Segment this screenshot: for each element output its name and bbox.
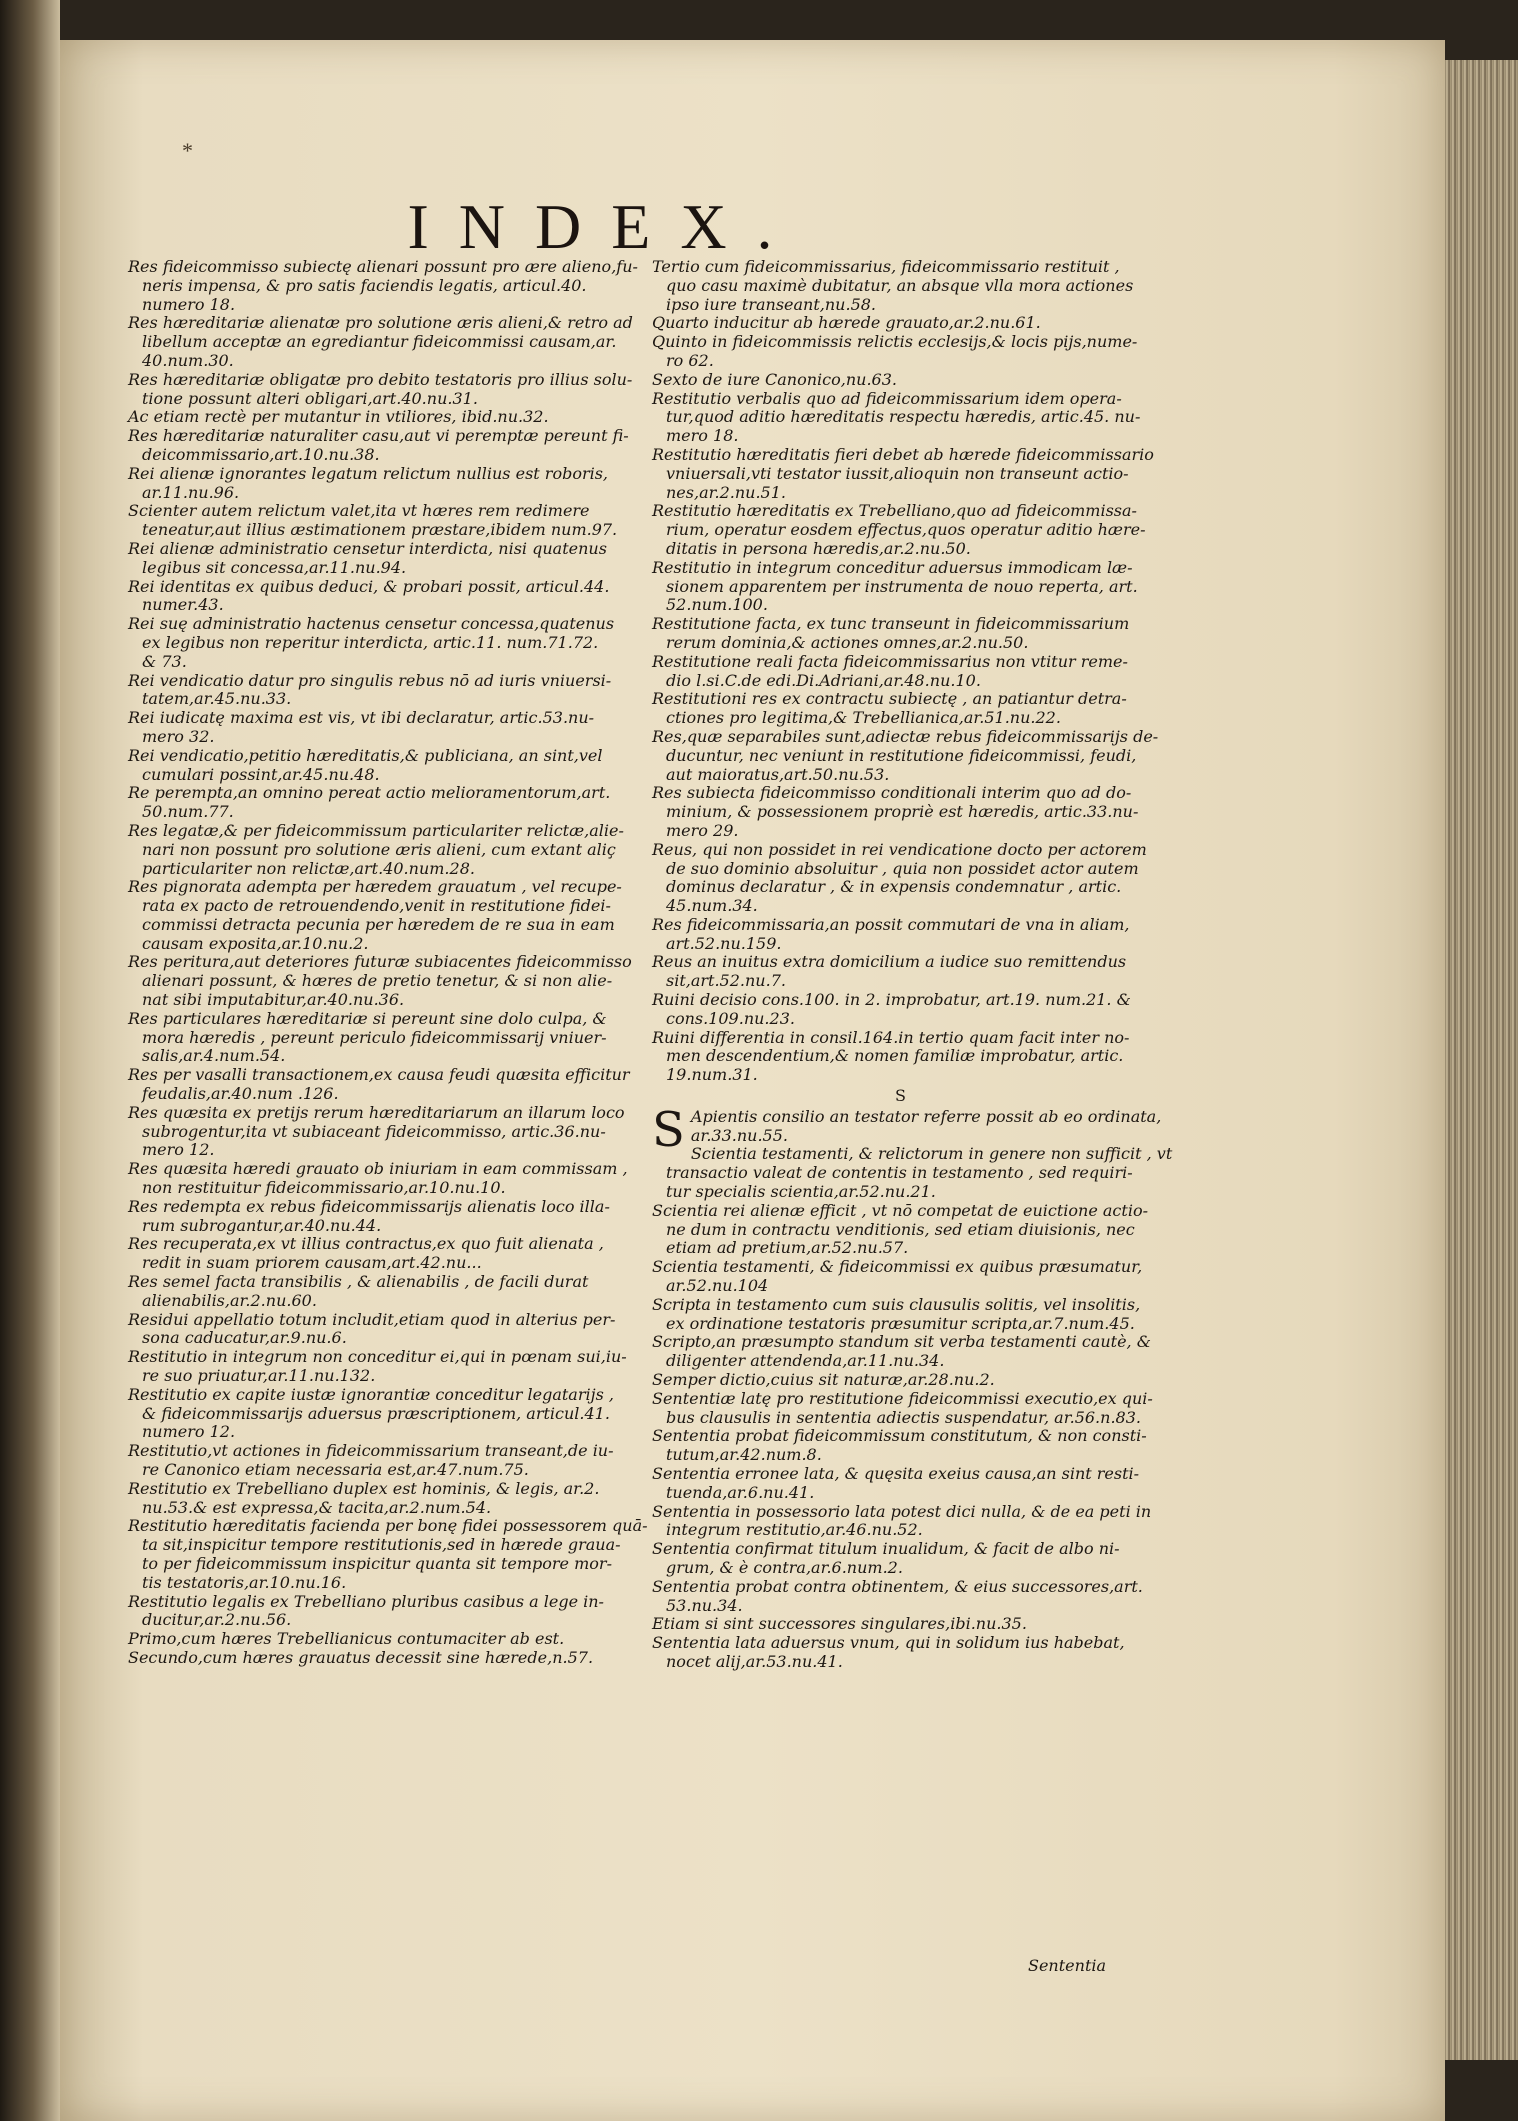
index-line: Res fideicommissaria,an possit commutari de vna in aliam, xyxy=(652,914,1130,934)
index-line: etiam ad pretium,ar.52.nu.57. xyxy=(666,1238,909,1258)
index-line: Restitutio ex Trebelliano duplex est hominis, & legis, ar.2. xyxy=(128,1478,600,1498)
index-line: tatem,ar.45.nu.33. xyxy=(142,689,292,709)
index-line: Reus, qui non possidet in rei vendicatione docto per actorem xyxy=(652,839,1147,859)
index-line: rerum dominia,& actiones omnes,ar.2.nu.50. xyxy=(666,632,1029,652)
index-line: 53.nu.34. xyxy=(666,1595,743,1615)
index-line: numero 12. xyxy=(142,1422,236,1442)
index-line: Restitutio hæreditatis fieri debet ab hærede fideicommissario xyxy=(652,444,1154,464)
index-line: ta sit,inspicitur tempore restitutionis,sed in hærede graua- xyxy=(142,1535,621,1555)
index-line: Res hæreditariæ obligatæ pro debito testatoris pro illius solu- xyxy=(128,369,633,389)
s-section xyxy=(652,1101,1173,1672)
index-line: Re perempta,an omnino pereat actio melioramentorum,art. xyxy=(128,783,611,803)
index-line: alienabilis,ar.2.nu.60. xyxy=(142,1290,317,1310)
index-line: feudalis,ar.40.num .126. xyxy=(142,1084,339,1104)
index-line: mero 18. xyxy=(666,426,739,446)
catchword: Sententia xyxy=(1028,1956,1107,1975)
index-line: tutum,ar.42.num.8. xyxy=(666,1445,822,1465)
index-line: grum, & è contra,ar.6.num.2. xyxy=(666,1557,903,1577)
index-line: Rei vendicatio datur pro singulis rebus nō ad iuris vniuersi- xyxy=(128,670,612,690)
index-line: Ruini differentia in consil.164.in tertio quam facit inter no- xyxy=(652,1027,1130,1047)
index-line: ar.11.nu.96. xyxy=(142,482,240,502)
index-line: Res particulares hæreditariæ si pereunt sine dolo culpa, & xyxy=(128,1008,607,1028)
index-line: Rei iudicatę maxima est vis, vt ibi declaratur, artic.53.nu- xyxy=(128,708,595,728)
index-line: 45.num.34. xyxy=(666,896,758,916)
index-line: dominus declaratur , & in expensis condemnatur , artic. xyxy=(666,877,1122,897)
index-line: nes,ar.2.nu.51. xyxy=(666,482,786,502)
index-line: Sententia confirmat titulum inualidum, & facit de albo ni- xyxy=(652,1539,1120,1559)
index-line: Restitutio hæreditatis ex Trebelliano,quo ad fideicommissa- xyxy=(652,501,1137,521)
index-line: Restitutioni res ex contractu subiectę , an patiantur detra- xyxy=(652,689,1127,709)
index-line: Sexto de iure Canonico,nu.63. xyxy=(652,369,897,389)
index-line: ro 62. xyxy=(666,350,714,370)
page-stack-edges xyxy=(1445,60,1518,2060)
index-line: particulariter non relictæ,art.40.num.28. xyxy=(142,858,475,878)
index-line: 50.num.77. xyxy=(142,802,234,822)
index-line: & fideicommissarijs aduersus præscriptionem, articul.41. xyxy=(142,1403,610,1423)
index-line: neris impensa, & pro satis faciendis legatis, articul.40. xyxy=(142,275,587,295)
index-line: Sententia lata aduersus vnum, qui in solidum ius habebat, xyxy=(652,1633,1125,1653)
index-line: Res fideicommisso subiectę alienari possunt pro ære alieno,fu- xyxy=(128,257,638,276)
index-line: Res pignorata adempta per hæredem grauatum , vel recupe- xyxy=(128,877,622,897)
index-line: 52.num.100. xyxy=(666,595,768,615)
index-line: Restitutio in integrum non conceditur ei,qui in pœnam sui,iu- xyxy=(128,1347,627,1367)
section-letter: S xyxy=(895,1086,906,1106)
index-line: Scripta in testamento cum suis clausulis solitis, vel insolitis, xyxy=(652,1294,1141,1314)
index-line: tur specialis scientia,ar.52.nu.21. xyxy=(666,1182,936,1202)
index-line: commissi detracta pecunia per hæredem de re sua in eam xyxy=(142,914,615,934)
index-line: diligenter attendenda,ar.11.nu.34. xyxy=(666,1351,945,1371)
index-line: rium, operatur eosdem effectus,quos operatur aditio hære- xyxy=(666,520,1146,540)
index-line: bus clausulis in sententia adiectis suspendatur, ar.56.n.83. xyxy=(666,1407,1141,1427)
index-line: Restitutio ex capite iustæ ignorantiæ conceditur legatarijs , xyxy=(128,1384,614,1404)
index-line: mora hæredis , pereunt periculo fideicommissarij vniuer- xyxy=(142,1027,607,1047)
index-line: alienari possunt, & hæres de pretio tenetur, & si non alie- xyxy=(142,971,613,991)
index-line: ctiones pro legitima,& Trebellianica,ar.51.nu.22. xyxy=(666,708,1061,728)
index-line: sit,art.52.nu.7. xyxy=(666,971,786,991)
index-line: Scientia testamenti, & relictorum in genere non sufficit , vt xyxy=(690,1144,1173,1164)
adjacent-page-edge xyxy=(0,0,60,2121)
ink-mark: * xyxy=(182,138,193,163)
index-line: ducuntur, nec veniunt in restitutione fideicommissi, feudi, xyxy=(666,745,1137,765)
index-line: nocet alij,ar.53.nu.41. xyxy=(666,1651,843,1671)
index-line: Sententia erronee lata, & quęsita exeius causa,an sint resti- xyxy=(652,1464,1140,1483)
index-line: Quinto in fideicommissis relictis ecclesijs,& locis pijs,nume- xyxy=(652,332,1138,352)
index-line: rum subrogantur,ar.40.nu.44. xyxy=(142,1215,382,1235)
index-line: de suo dominio absoluitur , quia non possidet actor autem xyxy=(666,858,1139,878)
index-line: ex ordinatione testatoris præsumitur scripta,ar.7.num.45. xyxy=(666,1313,1135,1333)
index-line: Res recuperata,ex vt illius contractus,ex quo fuit alienata , xyxy=(128,1234,604,1254)
index-line: Reus an inuitus extra domicilium a iudice suo remittendus xyxy=(652,952,1127,972)
index-line: men descendentium,& nomen familiæ improbatur, artic. xyxy=(666,1046,1124,1066)
index-line: Sententia in possessorio lata potest dici nulla, & de ea peti in xyxy=(652,1501,1152,1521)
r-entries xyxy=(652,257,1159,1085)
index-line: re Canonico etiam necessaria est,ar.47.num.75. xyxy=(142,1460,529,1479)
index-line: ducitur,ar.2.nu.56. xyxy=(142,1610,292,1630)
index-line: Scientia rei alienæ efficit , vt nō competat de euictione actio- xyxy=(652,1200,1148,1220)
index-line: vniuersali,vti testator iussit,alioquin non transeunt actio- xyxy=(666,463,1129,483)
index-line: Rei alienæ administratio censetur interdicta, nisi quatenus xyxy=(128,538,607,558)
s-entries xyxy=(652,1101,1173,1672)
index-line: quo casu maximè dubitatur, an absque vlla mora actiones xyxy=(666,275,1134,295)
index-column-left xyxy=(128,258,653,1668)
index-line: Ac etiam rectè per mutantur in vtiliores, ibid.nu.32. xyxy=(128,407,549,427)
index-line: Rei vendicatio,petitio hæreditatis,& publiciana, an sint,vel xyxy=(128,745,603,765)
index-line: Restitutione reali facta fideicommissarius non vtitur reme- xyxy=(652,651,1128,671)
index-line: non restituitur fideicommissario,ar.10.nu.10. xyxy=(142,1178,506,1198)
index-line: transactio valeat de contentis in testamento , sed requiri- xyxy=(666,1163,1133,1183)
index-line: ipso iure transeant,nu.58. xyxy=(666,294,877,314)
index-line: teneatur,aut illius æstimationem præstare,ibidem num.97. xyxy=(142,520,618,540)
index-line: mero 32. xyxy=(142,726,215,746)
index-line: cumulari possint,ar.45.nu.48. xyxy=(142,764,380,784)
index-line: numer.43. xyxy=(142,595,224,615)
index-line: Rei suę administratio hactenus censetur concessa,quatenus xyxy=(128,614,615,634)
index-line: to per fideicommissum inspicitur quanta sit tempore mor- xyxy=(142,1553,612,1573)
index-line: Res legatæ,& per fideicommissum particulariter relictæ,alie- xyxy=(128,820,624,840)
index-line: Res hæreditariæ alienatæ pro solutione æris alieni,& retro ad xyxy=(128,313,633,333)
index-line: 19.num.31. xyxy=(666,1065,758,1085)
index-line: Sententiæ latę pro restitutione fideicommissi executio,ex qui- xyxy=(652,1388,1153,1408)
index-line: legibus sit concessa,ar.11.nu.94. xyxy=(142,557,407,577)
index-line: Rei alienæ ignorantes legatum relictum nullius est roboris, xyxy=(128,463,609,483)
index-line: Ruini decisio cons.100. in 2. improbatur, art.19. num.21. & xyxy=(652,990,1131,1010)
index-line: Res hæreditariæ naturaliter casu,aut vi peremptæ pereunt fi- xyxy=(128,426,629,446)
index-line: tuenda,ar.6.nu.41. xyxy=(666,1482,815,1502)
index-line: Res peritura,aut deteriores futuræ subiacentes fideicommisso xyxy=(128,952,632,972)
index-line: 40.num.30. xyxy=(142,350,234,370)
index-line: Res redempta ex rebus fideicommissarijs alienatis loco illa- xyxy=(128,1196,610,1216)
index-line: causam exposita,ar.10.nu.2. xyxy=(142,933,369,953)
index-line: salis,ar.4.num.54. xyxy=(142,1046,286,1066)
index-line: Etiam si sint successores singulares,ibi.nu.35. xyxy=(652,1614,1027,1634)
index-line: tione possunt alteri obligari,art.40.nu.31. xyxy=(142,388,478,408)
index-line: sionem apparentem per instrumenta de nouo reperta, art. xyxy=(666,576,1138,596)
index-line: Apientis consilio an testator referre possit ab eo ordinata, xyxy=(690,1106,1162,1126)
index-line: Scienter autem relictum valet,ita vt hæres rem redimere xyxy=(128,501,590,521)
index-line: Res quæsita hæredi grauato ob iniuriam in eam commissam , xyxy=(128,1159,628,1179)
index-line: ne dum in contractu venditionis, sed etiam diuisionis, nec xyxy=(666,1219,1135,1239)
index-line: Restitutio legalis ex Trebelliano pluribus casibus a lege in- xyxy=(128,1591,604,1611)
index-line: redit in suam priorem causam,art.42.nu... xyxy=(142,1253,482,1273)
index-line: Residui appellatio totum includit,etiam quod in alterius per- xyxy=(128,1309,616,1329)
index-line: subrogentur,ita vt subiaceant fideicommisso, artic.36.nu- xyxy=(142,1121,606,1141)
index-line: Scripto,an præsumpto standum sit verba testamenti cautè, & xyxy=(652,1332,1151,1352)
index-line: Res semel facta transibilis , & alienabilis , de facili durat xyxy=(128,1272,589,1292)
index-line: nari non possunt pro solutione æris alieni, cum extant aliç xyxy=(142,839,616,859)
index-line: tis testatoris,ar.10.nu.16. xyxy=(142,1572,347,1592)
index-line: Res subiecta fideicommisso conditionali interim quo ad do- xyxy=(652,783,1132,803)
index-line: Sententia probat contra obtinentem, & eius successores,art. xyxy=(652,1576,1143,1596)
index-line: Restitutio in integrum conceditur aduersus immodicam læ- xyxy=(652,557,1133,577)
index-line: & 73. xyxy=(142,651,187,671)
index-line: Res quæsita ex pretijs rerum hæreditariarum an illarum loco xyxy=(128,1102,625,1122)
index-line: mero 29. xyxy=(666,820,739,840)
index-line: Restitutio,vt actiones in fideicommissarium transeant,de iu- xyxy=(128,1441,614,1461)
index-line: Tertio cum fideicommissarius, fideicommissario restituit , xyxy=(652,257,1120,276)
index-line: ar.52.nu.104 xyxy=(666,1276,769,1296)
index-line: ar.33.nu.55. xyxy=(690,1125,788,1145)
index-line: ex legibus non reperitur interdicta, artic.11. num.71.72. xyxy=(142,632,599,652)
index-line: Restitutione facta, ex tunc transeunt in fideicommissarium xyxy=(652,614,1130,634)
index-line: libellum acceptæ an egrediantur fideicommissi causam,ar. xyxy=(142,332,617,352)
index-line: tur,quod aditio hæreditatis respectu hæredis, artic.45. nu- xyxy=(666,407,1141,427)
s-dropcap: S xyxy=(652,1101,685,1158)
index-line: cons.109.nu.23. xyxy=(666,1008,795,1028)
index-line: art.52.nu.159. xyxy=(666,933,782,953)
index-line: re suo priuatur,ar.11.nu.132. xyxy=(142,1366,376,1386)
page-heading: INDEX. xyxy=(407,191,803,262)
index-line: Quarto inducitur ab hærede grauato,ar.2.nu.61. xyxy=(652,313,1041,333)
index-line: nu.53.& est expressa,& tacita,ar.2.num.54. xyxy=(142,1497,492,1517)
index-line: aut maioratus,art.50.nu.53. xyxy=(666,764,890,784)
index-line: sona caducatur,ar.9.nu.6. xyxy=(142,1328,347,1348)
index-line: Semper dictio,cuius sit naturæ,ar.28.nu.2. xyxy=(652,1370,995,1390)
index-line: Sententia probat fideicommissum constitutum, & non consti- xyxy=(652,1426,1147,1446)
index-line: mero 12. xyxy=(142,1140,215,1160)
index-line: Secundo,cum hæres grauatus decessit sine hærede,n.57. xyxy=(128,1647,594,1667)
index-line: Rei identitas ex quibus deduci, & probari possit, articul.44. xyxy=(128,576,610,596)
index-line: ditatis in persona hæredis,ar.2.nu.50. xyxy=(666,538,971,558)
index-line: minium, & possessionem propriè est hæredis, artic.33.nu- xyxy=(666,802,1139,822)
index-line: Res,quæ separabiles sunt,adiectæ rebus fideicommissarijs de- xyxy=(652,726,1159,746)
index-line: Scientia testamenti, & fideicommissi ex quibus præsumatur, xyxy=(652,1257,1143,1277)
index-line: Primo,cum hæres Trebellianicus contumaciter ab est. xyxy=(128,1629,565,1649)
index-line: numero 18. xyxy=(142,294,236,314)
index-line: deicommissario,art.10.nu.38. xyxy=(142,444,380,464)
index-line: dio l.si.C.de edi.Di.Adriani,ar.48.nu.10. xyxy=(666,670,981,690)
index-line: integrum restitutio,ar.46.nu.52. xyxy=(666,1520,923,1540)
index-line: nat sibi imputabitur,ar.40.nu.36. xyxy=(142,990,405,1010)
index-column-right xyxy=(652,257,1173,1672)
index-line: Restitutio hæreditatis facienda per bonę fidei possessorem quā- xyxy=(128,1516,648,1536)
index-line: rata ex pacto de retrouendendo,venit in restitutione fidei- xyxy=(142,896,611,916)
index-line: Restitutio verbalis quo ad fideicommissarium idem opera- xyxy=(652,388,1122,408)
index-line: Res per vasalli transactionem,ex causa feudi quæsita efficitur xyxy=(128,1065,630,1085)
